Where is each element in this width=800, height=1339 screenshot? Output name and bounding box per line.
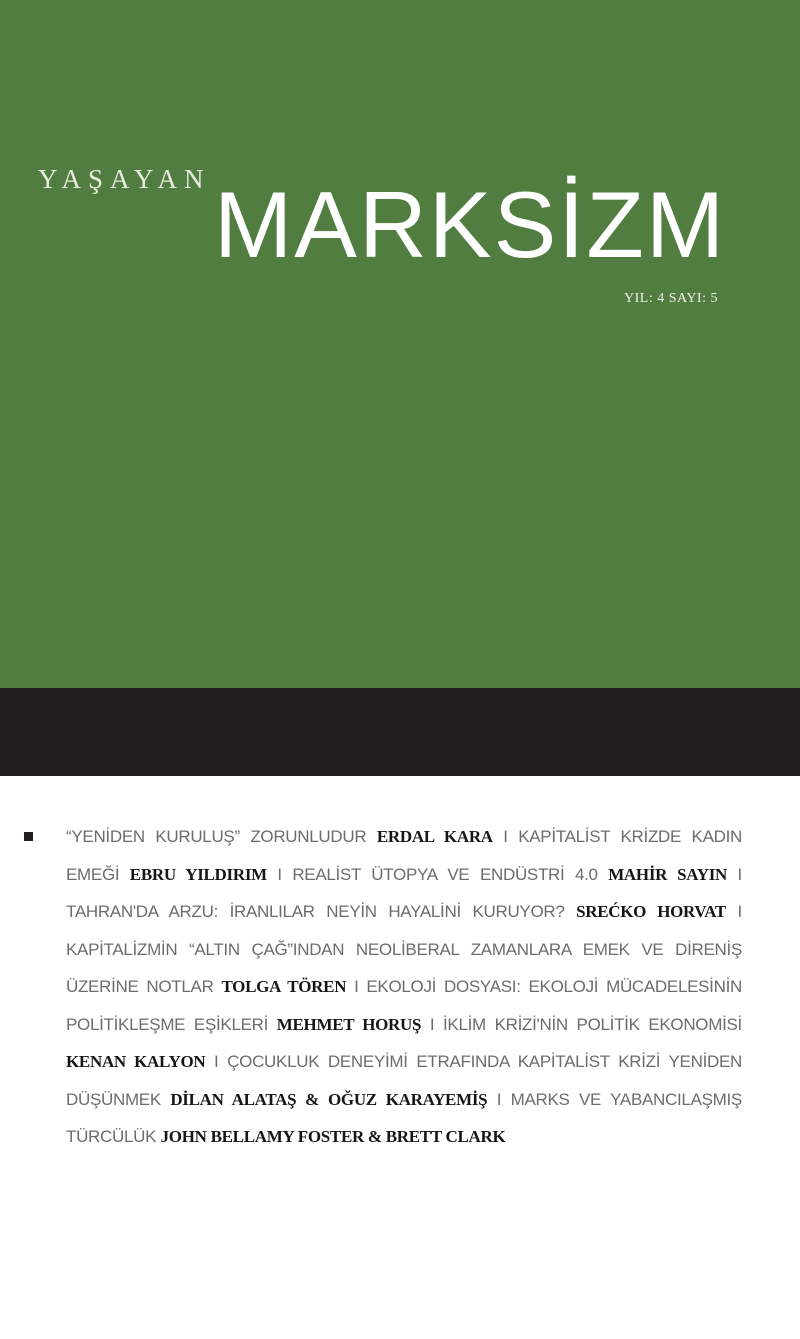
- black-band: [0, 688, 800, 776]
- issue-number: YIL: 4 SAYI: 5: [624, 291, 718, 306]
- separator: I: [737, 864, 742, 884]
- contents-item: [66, 902, 726, 921]
- article-author: DİLAN ALATAŞ & OĞUZ KARAYEMİŞ: [170, 1089, 488, 1109]
- separator: I: [277, 864, 282, 884]
- article-author: MAHİR SAYIN: [608, 864, 727, 884]
- table-of-contents: [66, 818, 742, 1156]
- masthead-title: MARKSİZM: [214, 172, 727, 277]
- separator: I: [214, 1052, 219, 1071]
- separator: I: [503, 827, 508, 846]
- article-author: JOHN BELLAMY FOSTER & BRETT CLARK: [160, 1127, 506, 1146]
- article-title: KAPİTALİST KRİZDE KADIN EMEĞİ: [66, 827, 742, 884]
- article-title: KAPİTALİZMİN “ALTIN ÇAĞ”INDAN NEOLİBERAL ZAMANLARA EMEK VE DİRENİŞ ÜZERİNE NOTLAR: [66, 939, 742, 996]
- contents-item: [292, 865, 727, 884]
- article-title: MARKS VE YABANCILAŞMIŞ TÜRCÜLÜK: [66, 1089, 742, 1146]
- separator: I: [354, 977, 359, 996]
- article-author: MEHMET HORUŞ: [276, 1014, 422, 1034]
- separator: I: [429, 1014, 435, 1034]
- article-author: KENAN KALYON: [66, 1052, 206, 1071]
- bullet-square-icon: [24, 832, 33, 841]
- article-title: REALİST ÜTOPYA VE ENDÜSTRİ 4.0: [292, 864, 598, 884]
- article-author: ERDAL KARA: [376, 827, 493, 846]
- article-author: EBRU YILDIRIM: [129, 864, 267, 884]
- article-title: ÇOCUKLUK DENEYİMİ ETRAFINDA KAPİTALİST KRİZİ YENİDEN DÜŞÜNMEK: [66, 1052, 742, 1109]
- article-title: “YENİDEN KURULUŞ” ZORUNLUDUR: [66, 827, 367, 846]
- article-title: TAHRAN'DA ARZU: İRANLILAR NEYİN HAYALİNİ KURUYOR?: [66, 902, 565, 921]
- article-title: EKOLOJİ DOSYASI: EKOLOJİ MÜCADELESİNİN POLİTİKLEŞME EŞİKLERİ: [66, 977, 742, 1034]
- separator: I: [496, 1089, 502, 1109]
- separator: I: [737, 902, 742, 921]
- article-title: İKLİM KRİZİ'NİN POLİTİK EKONOMİSİ: [443, 1014, 742, 1034]
- article-author: SREĆKO HORVAT: [576, 902, 726, 921]
- contents-item: [66, 827, 493, 846]
- article-author: TOLGA TÖREN: [221, 977, 347, 996]
- title-small: YAŞAYAN: [38, 164, 211, 194]
